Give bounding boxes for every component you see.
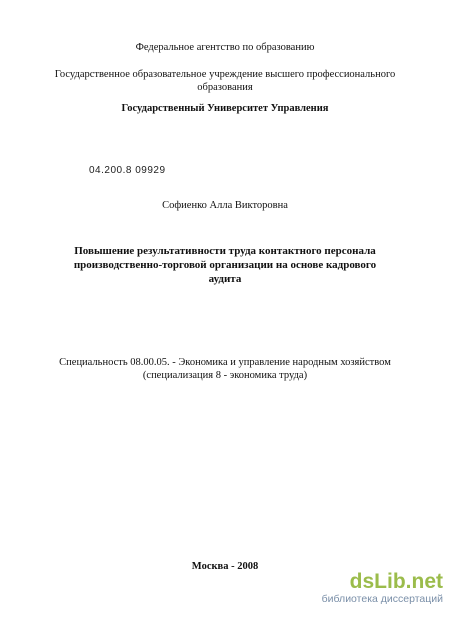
watermark-subtitle: библиотека диссертаций: [321, 593, 443, 605]
title-line-2: производственно-торговой организации на основе кадрового: [73, 259, 377, 271]
university-name: Государственный Университет Управления: [121, 103, 329, 114]
institution-heading: [0, 68, 450, 94]
watermark-logo: dsLib.net: [349, 570, 443, 593]
title-line-1: Повышение результативности труда контактного персонала: [74, 245, 376, 257]
document-code: 04.200.8 09929: [89, 165, 166, 176]
specialty-line-1: Специальность 08.00.05. - Экономика и управление народным хозяйством: [59, 357, 391, 368]
watermark: [298, 571, 443, 606]
agency-heading: Федеральное агентство по образованию: [135, 42, 315, 53]
institution-line-1: Государственное образовательное учреждение высшего профессионального: [54, 69, 396, 80]
specialty-line-2: (специализация 8 - экономика труда): [142, 370, 308, 381]
place-year: Москва - 2008: [191, 561, 259, 572]
title-line-3: аудита: [208, 273, 242, 285]
specialty-info: [0, 356, 450, 382]
dissertation-title: [0, 244, 450, 286]
author-name: Софиенко Алла Викторовна: [162, 200, 288, 211]
institution-line-2: образования: [197, 82, 253, 93]
